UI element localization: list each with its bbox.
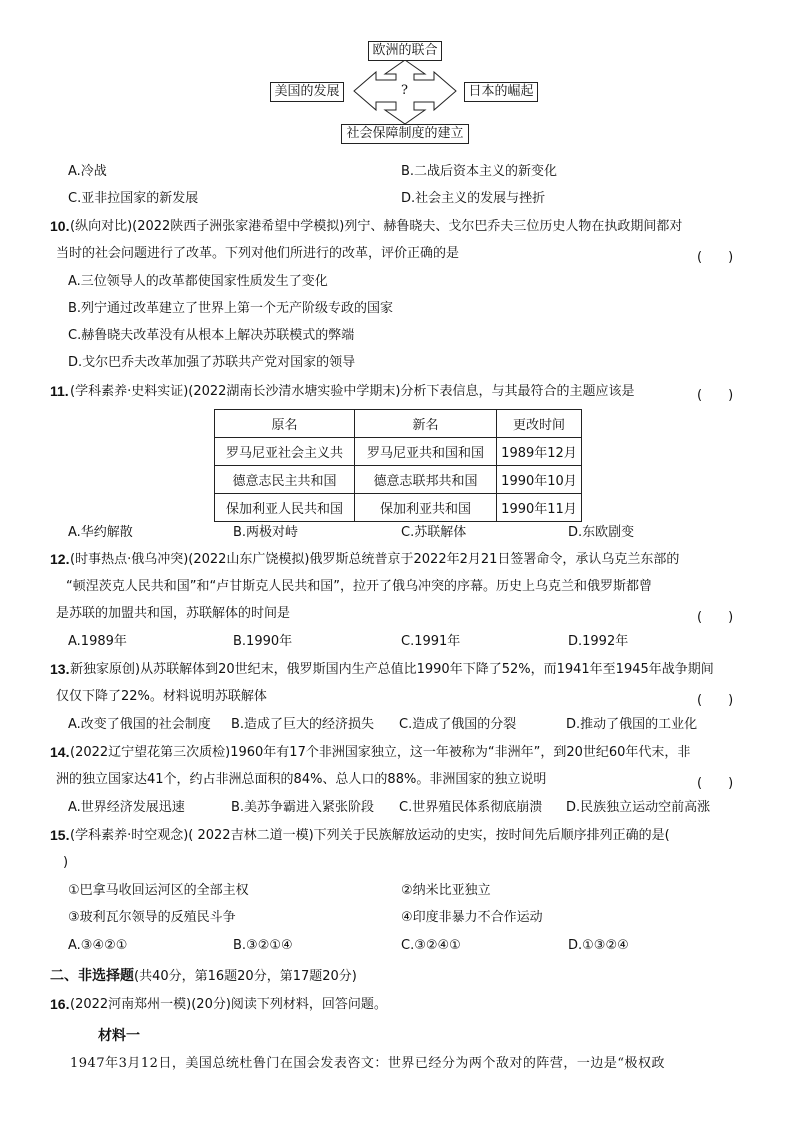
section-heading bbox=[50, 965, 357, 985]
q15-option-d: D.①③②④ bbox=[568, 938, 629, 953]
q14-option-c: C.世界殖民体系彻底崩溃 bbox=[399, 800, 543, 815]
q13-option-d: D.推动了俄国的工业化 bbox=[566, 717, 698, 732]
q13-number: 13. bbox=[50, 661, 70, 677]
q11-option-a: A.华约解散 bbox=[68, 525, 133, 540]
table-cell: 罗马尼亚共和国和国 bbox=[355, 438, 497, 466]
q9-option-b: B.二战后资本主义的新变化 bbox=[401, 164, 558, 179]
diagram-box-right: 日本的崛起 bbox=[464, 82, 538, 102]
table-cell: 1990年11月 bbox=[497, 494, 582, 522]
q16-number: 16. bbox=[50, 996, 70, 1012]
q10-answer-bracket: ( ) bbox=[697, 250, 734, 265]
diagram-box-left: 美国的发展 bbox=[270, 82, 344, 102]
table-cell: 保加利亚共和国 bbox=[355, 494, 497, 522]
q10-stem-line1: (纵向对比)(2022陕西子洲张家港希望中学模拟)列宁、赫鲁晓夫、戈尔巴乔夫三位历史人物在执政期间都对 bbox=[70, 219, 683, 234]
table-cell: 德意志联邦共和国 bbox=[355, 466, 497, 494]
q9-option-d: D.社会主义的发展与挫折 bbox=[401, 191, 546, 206]
section-title: 二、非选择题 bbox=[50, 968, 134, 984]
q13-answer-bracket: ( ) bbox=[697, 693, 734, 708]
q10-option-c: C.赫鲁晓夫改革没有从根本上解决苏联模式的弊端 bbox=[68, 328, 355, 343]
q13-option-b: B.造成了巨大的经济损失 bbox=[231, 717, 375, 732]
q15-number: 15. bbox=[50, 827, 70, 843]
q15-item-3: ③玻利瓦尔领导的反殖民斗争 bbox=[68, 910, 236, 925]
table-cell: 1989年12月 bbox=[497, 438, 582, 466]
q12-answer-bracket: ( ) bbox=[697, 610, 734, 625]
table-header-date: 更改时间 bbox=[497, 410, 582, 438]
q15-option-a: A.③④②① bbox=[68, 938, 128, 953]
q9-option-a: A.冷战 bbox=[68, 164, 107, 179]
q10-number: 10. bbox=[50, 218, 70, 234]
q11-answer-bracket: ( ) bbox=[697, 388, 734, 403]
q13-stem-line1: 新独家原创)从苏联解体到20世纪末，俄罗斯国内生产总值比1990年下降了52%，而1941年至1945年战争期间 bbox=[70, 662, 714, 677]
q11-number: 11. bbox=[50, 383, 69, 399]
q15-option-b: B.③②①④ bbox=[233, 938, 293, 953]
table-cell: 保加利亚人民共和国 bbox=[215, 494, 355, 522]
q14-stem-line1: (2022辽宁望花第三次质检)1960年有17个非洲国家独立，这一年被称为“非洲年”，到20世纪60年代末，非 bbox=[70, 745, 691, 760]
q14-stem-line2: 洲的独立国家达41个，约占非洲总面积的84%、总人口的88%。非洲国家的独立说明 bbox=[56, 772, 547, 787]
q11-option-d: D.东欧剧变 bbox=[568, 525, 635, 540]
q12-option-a: A.1989年 bbox=[68, 634, 127, 649]
section-score-note: (共40分，第16题20分，第17题20分) bbox=[134, 969, 357, 984]
q12-option-d: D.1992年 bbox=[568, 634, 629, 649]
q13-stem-line2: 仅仅下降了22%。材料说明苏联解体 bbox=[56, 689, 267, 704]
q10-stem-line2: 当时的社会问题进行了改革。下列对他们所进行的改革，评价正确的是 bbox=[56, 246, 460, 261]
q11-option-c: C.苏联解体 bbox=[401, 525, 467, 540]
q15-stem-line2: ) bbox=[63, 855, 69, 870]
table-cell: 德意志民主共和国 bbox=[215, 466, 355, 494]
table-row bbox=[215, 438, 582, 466]
q13-option-c: C.造成了俄国的分裂 bbox=[399, 717, 517, 732]
q9-option-c: C.亚非拉国家的新发展 bbox=[68, 191, 199, 206]
material-text: 1947年3月12日，美国总统杜鲁门在国会发表咨文：世界已经分为两个敌对的阵营，一边是“极权政 bbox=[70, 1056, 666, 1071]
material-label: 材料一 bbox=[98, 1028, 140, 1044]
q15-stem-line1: (学科素养·时空观念)( 2022吉林二道一模)下列关于民族解放运动的史实，按时间先后顺序排列正确的是( bbox=[70, 828, 670, 843]
q12-stem-line1: (时事热点·俄乌冲突)(2022山东广饶模拟)俄罗斯总统普京于2022年2月21日签署命令，承认乌克兰东部的 bbox=[70, 552, 680, 567]
table-cell: 1990年10月 bbox=[497, 466, 582, 494]
table-cell: 罗马尼亚社会主义共 bbox=[215, 438, 355, 466]
q15-item-2: ②纳米比亚独立 bbox=[401, 883, 491, 898]
q15-item-4: ④印度非暴力不合作运动 bbox=[401, 910, 543, 925]
q12-option-c: C.1991年 bbox=[401, 634, 461, 649]
q15-option-c: C.③②④① bbox=[401, 938, 461, 953]
q14-option-b: B.美苏争霸进入紧张阶段 bbox=[231, 800, 375, 815]
q11-stem-line1: (学科素养·史料实证)(2022湖南长沙清水塘实验中学期末)分析下表信息，与其最符合的主题应该是 bbox=[70, 384, 635, 399]
q14-option-d: D.民族独立运动空前高涨 bbox=[566, 800, 711, 815]
q13-option-a: A.改变了俄国的社会制度 bbox=[68, 717, 211, 732]
q12-option-b: B.1990年 bbox=[233, 634, 293, 649]
table-header-original: 原名 bbox=[215, 410, 355, 438]
q10-option-b: B.列宁通过改革建立了世界上第一个无产阶级专政的国家 bbox=[68, 301, 394, 316]
diagram-center-mark: ? bbox=[401, 83, 408, 98]
table-header-new: 新名 bbox=[355, 410, 497, 438]
q12-stem-line2: “顿涅茨克人民共和国”和“卢甘斯克人民共和国”，拉开了俄乌冲突的序幕。历史上乌克兰和俄罗斯都曾 bbox=[66, 579, 652, 594]
table-row bbox=[215, 494, 582, 522]
q11-option-b: B.两极对峙 bbox=[233, 525, 299, 540]
diagram-box-top: 欧洲的联合 bbox=[368, 41, 442, 61]
diagram-box-bottom: 社会保障制度的建立 bbox=[341, 124, 469, 144]
q12-stem-line3: 是苏联的加盟共和国，苏联解体的时间是 bbox=[56, 606, 291, 621]
q14-number: 14. bbox=[50, 744, 70, 760]
table-header-row bbox=[215, 410, 582, 438]
q10-option-a: A.三位领导人的改革都使国家性质发生了变化 bbox=[68, 274, 328, 289]
q10-option-d: D.戈尔巴乔夫改革加强了苏联共产党对国家的领导 bbox=[68, 355, 356, 370]
q12-number: 12. bbox=[50, 551, 70, 567]
q14-option-a: A.世界经济发展迅速 bbox=[68, 800, 185, 815]
name-change-table bbox=[214, 409, 582, 522]
q15-item-1: ①巴拿马收回运河区的全部主权 bbox=[68, 883, 249, 898]
table-row bbox=[215, 466, 582, 494]
q16-stem-line1: (2022河南郑州一模)(20分)阅读下列材料，回答问题。 bbox=[70, 997, 387, 1012]
q14-answer-bracket: ( ) bbox=[697, 776, 734, 791]
